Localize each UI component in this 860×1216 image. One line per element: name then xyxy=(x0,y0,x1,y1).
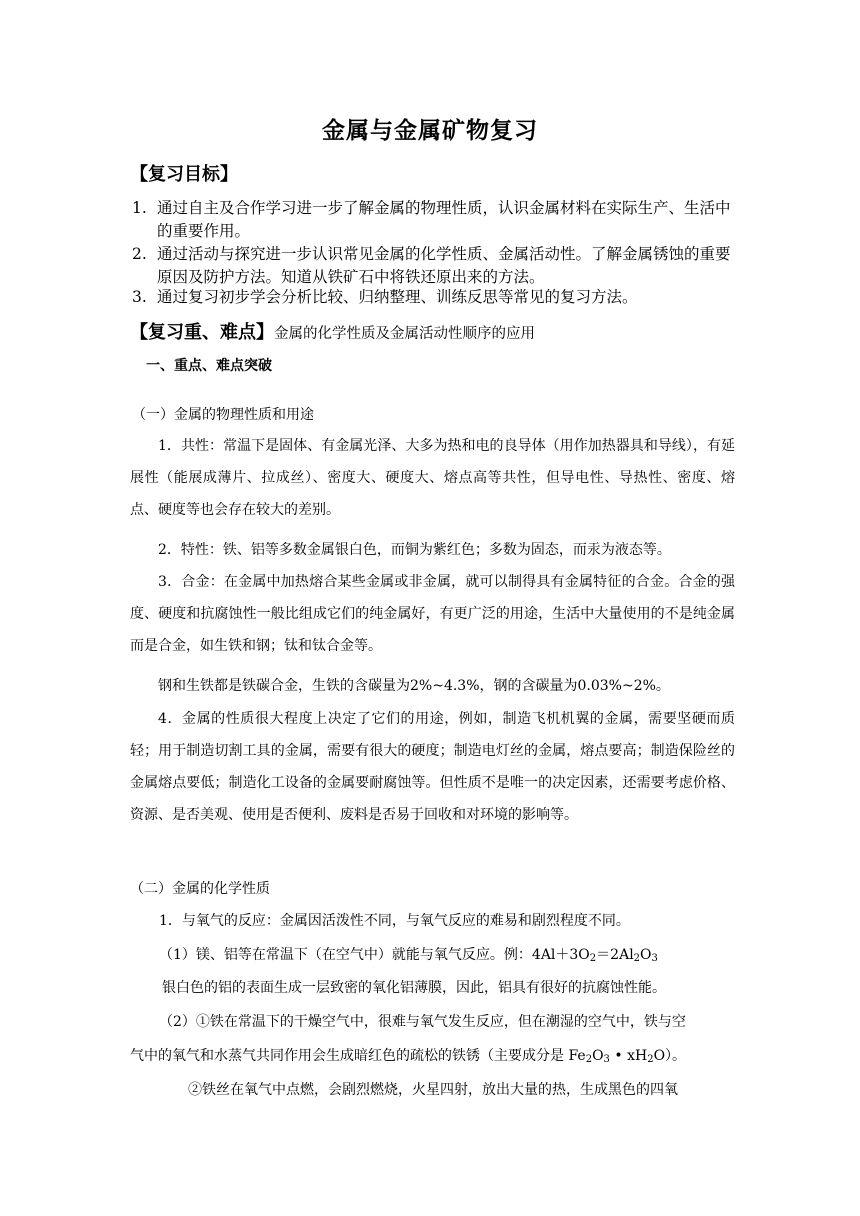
paragraph-common-properties: 1．共性：常温下是固体、有金属光泽、大多为热和电的良导体（用作加热器具和导线），有延展性（能展成薄片、拉成丝）、密度大、硬度大、熔点高等共性，但导电性、导热性、密度、熔点、硬度等也会存在较大的差别。 xyxy=(130,438,735,518)
goal-number: 2. xyxy=(132,245,147,263)
chem-mg-al-line xyxy=(159,944,658,964)
chem-oxygen-intro: 1．与氧气的反应：金属因活泼性不同，与氧气反应的难易和剧烈程度不同。 xyxy=(159,913,630,929)
goal-number: 1. xyxy=(132,199,147,217)
paragraph-carbon-content: 钢和生铁都是铁碳合金，生铁的含碳量为2%~4.3%，钢的含碳量为0.03%~2%。 xyxy=(158,678,670,694)
paragraph-special-properties: 2．特性：铁、铝等多数金属银白色，而铜为紫红色；多数为固态，而汞为液态等。 xyxy=(158,542,671,558)
goals-heading: 【复习目标】 xyxy=(130,164,238,185)
chem-iron-wire: ②铁丝在氧气中点燃，会剧烈燃烧，火星四射，放出大量的热，生成黑色的四氧 xyxy=(188,1082,678,1098)
page-title: 金属与金属矿物复习 xyxy=(322,117,538,144)
goal-item-2 xyxy=(132,243,742,289)
goal-item-1 xyxy=(132,197,742,243)
chem-al-film: 银白色的铝的表面生成一层致密的氧化铝薄膜，因此，铝具有很好的抗腐蚀性能。 xyxy=(162,980,666,996)
part1-heading: （一）金属的物理性质和用途 xyxy=(132,407,314,423)
chem-iron-line-2: 气中的氧气和水蒸气共同作用会生成暗红色的疏松的铁锈（主要成分是 $Fe_2O_3$ • $xH_2O$）。 xyxy=(130,1048,687,1065)
focus-heading-line xyxy=(130,318,535,344)
goal-number: 3. xyxy=(132,288,147,306)
equation: $4Al+3O_2=2Al_2O_3$ xyxy=(531,947,658,964)
goal-item-3 xyxy=(132,286,742,309)
goal-text: 通过复习初步学会分析比较、归纳整理、训练反思等常见的复习方法。 xyxy=(157,288,638,306)
paragraph-uses: 4．金属的性质很大程度上决定了它们的用途，例如，制造飞机机翼的金属，需要坚硬而质轻；用于制造切割工具的金属，需要有很大的硬度；制造电灯丝的金属，熔点要高；制造保险丝的金属熔点要低；制造化工设备的金属要耐腐蚀等。但性质不是唯一的决定因素，还需要考虑价格、资源、是否美观、使用是否便利、废料是否易于回收和对环境的影响等。 xyxy=(130,711,735,823)
part2-heading: （二）金属的化学性质 xyxy=(130,881,270,897)
chem-mg-al-text: （1）镁、铝等在常温下（在空气中）就能与氧气反应。例： xyxy=(159,947,532,963)
goal-text: 通过自主及合作学习进一步了解金属的物理性质，认识金属材料在实际生产、生活中的重要作用。 xyxy=(157,199,731,240)
paragraph-alloys: 3．合金：在金属中加热熔合某些金属或非金属，就可以制得具有金属特征的合金。合金的强度、硬度和抗腐蚀性一般比组成它们的纯金属好，有更广泛的用途，生活中大量使用的不是纯金属而是合金，如生铁和钢；钛和钛合金等。 xyxy=(130,574,735,654)
chem-iron-line-1: （2）①铁在常温下的干燥空气中，很难与氧气发生反应，但在潮湿的空气中，铁与空 xyxy=(159,1014,686,1030)
focus-heading: 【复习重、难点】 xyxy=(130,322,274,343)
section-heading: 一、重点、难点突破 xyxy=(146,358,272,374)
goal-text: 通过活动与探究进一步认识常见金属的化学性质、金属活动性。了解金属锈蚀的重要原因及防护方法。知道从铁矿石中将铁还原出来的方法。 xyxy=(157,245,731,286)
focus-text: 金属的化学性质及金属活动性顺序的应用 xyxy=(274,326,535,342)
